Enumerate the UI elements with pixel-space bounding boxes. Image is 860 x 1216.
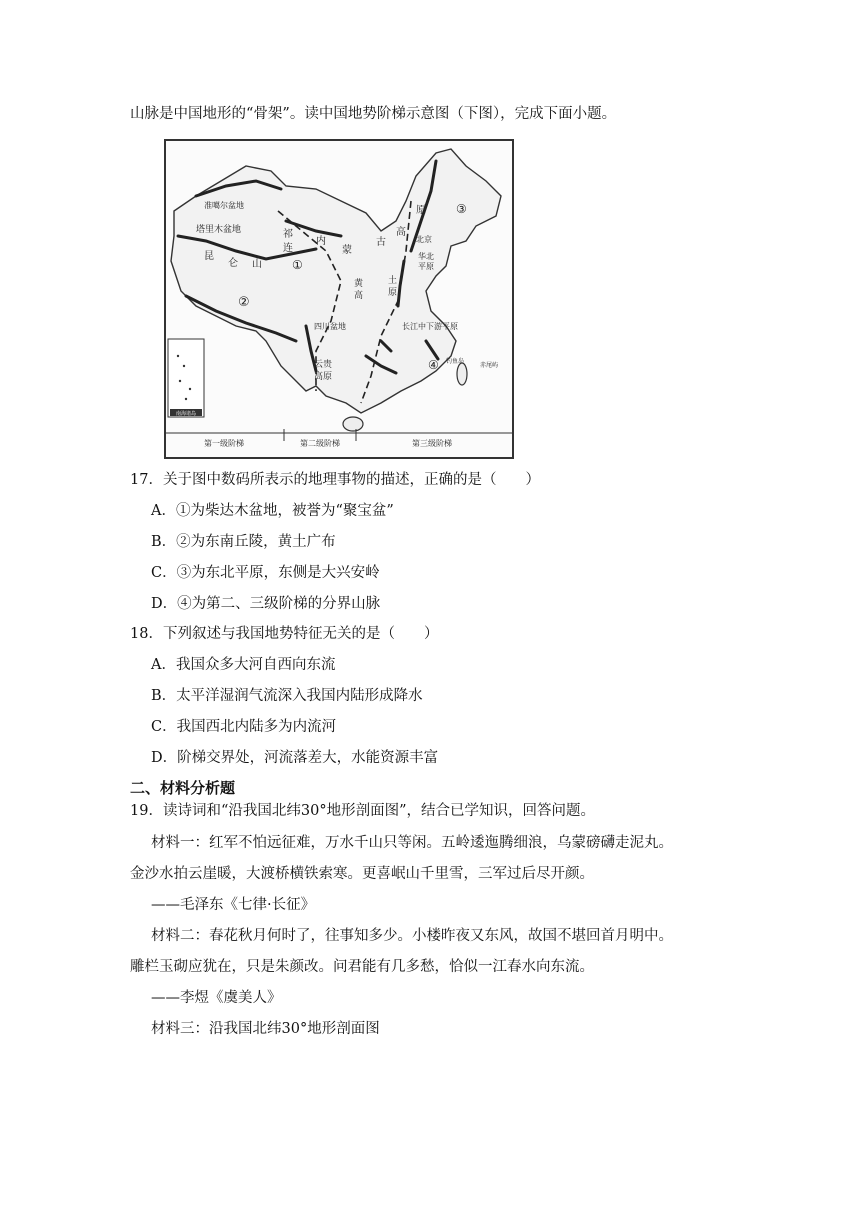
q17-stem: 17．关于图中数码所表示的地理事物的描述，正确的是（ ） (130, 472, 540, 488)
label-meng: 蒙 (342, 245, 352, 256)
label-qilian-1: 祁 (283, 229, 293, 240)
label-circled-1: ① (292, 258, 303, 272)
label-sichuan: 四川盆地 (314, 322, 346, 331)
label-yungui-1: 云贵 (314, 360, 333, 370)
step-label-2: 第二级阶梯 (300, 439, 340, 448)
label-chiwei: 赤尾屿 (480, 362, 499, 369)
label-changjiang: 长江中下游平原 (402, 322, 458, 331)
label-kunlun-3: 山 (252, 259, 262, 270)
label-huabei-1: 华北 (418, 252, 434, 261)
taiwan-island (457, 363, 467, 385)
q18-option-c: C．我国西北内陆多为内流河 (151, 719, 337, 735)
q18-option-d: D．阶梯交界处，河流落差大，水能资源丰富 (151, 750, 439, 766)
material1-line1: 材料一：红军不怕远征难，万水千山只等闲。五岭逶迤腾细浪，乌蒙磅礴走泥丸。 (151, 835, 673, 851)
label-beijing: 北京 (416, 235, 432, 244)
material2-author: ——李煜《虞美人》 (151, 990, 282, 1006)
label-loess-2: 土 (388, 276, 398, 286)
q18-option-b: B．太平洋湿润气流深入我国内陆形成降水 (151, 688, 423, 704)
label-huabei-2: 平原 (418, 262, 434, 271)
step-label-3: 第三级阶梯 (412, 439, 452, 448)
label-yuan: 原 (416, 205, 426, 216)
label-loess-3: 高 (354, 291, 364, 301)
south-sea-label: 南海诸岛 (175, 411, 197, 417)
label-circled-3: ③ (456, 202, 467, 216)
map-svg (166, 141, 512, 457)
q17-option-a: A．①为柴达木盆地，被誉为“聚宝盆” (151, 503, 394, 519)
label-kunlun-2: 仑 (228, 258, 238, 269)
q19-stem: 19．读诗词和“沿我国北纬30°地形剖面图”，结合已学知识，回答问题。 (130, 803, 595, 819)
label-qilian-2: 连 (283, 243, 293, 254)
q18-option-a: A．我国众多大河自西向东流 (151, 657, 336, 673)
q17-option-d: D．④为第二、三级阶梯的分界山脉 (151, 596, 381, 612)
label-circled-2: ② (238, 295, 250, 310)
q17-option-b: B．②为东南丘陵，黄土广布 (151, 534, 336, 550)
material2-line2: 雕栏玉砌应犹在，只是朱颜改。问君能有几多愁，恰似一江春水向东流。 (130, 959, 594, 975)
label-nei: 内 (316, 236, 326, 247)
label-tarim: 塔里木盆地 (196, 225, 242, 235)
label-loess-1: 黄 (354, 279, 364, 289)
step-label-1: 第一级阶梯 (204, 439, 244, 448)
material1-author: ——毛泽东《七律·长征》 (151, 897, 316, 913)
china-terrain-steps-map (164, 139, 514, 459)
label-circled-4: ④ (428, 358, 439, 372)
q17-option-c: C．③为东北平原，东侧是大兴安岭 (151, 565, 380, 581)
q18-stem: 18．下列叙述与我国地势特征无关的是（ ） (130, 626, 439, 642)
material1-line2: 金沙水拍云崖暖，大渡桥横铁索寒。更喜岷山千里雪，三军过后尽开颜。 (130, 866, 594, 882)
label-diaoyu: 钓鱼岛 (446, 358, 465, 365)
south-sea-inset (168, 339, 204, 417)
section-heading: 二、材料分析题 (130, 779, 236, 797)
hainan-island (343, 417, 363, 431)
material3-title: 材料三：沿我国北纬30°地形剖面图 (151, 1021, 380, 1037)
label-loess-4: 原 (388, 288, 398, 298)
label-yungui-2: 高原 (314, 372, 333, 382)
material2-line1: 材料二：春花秋月何时了，往事知多少。小楼昨夜又东风，故国不堪回首月明中。 (151, 928, 673, 944)
label-kunlun-1: 昆 (204, 251, 214, 262)
label-gao: 高 (396, 227, 406, 238)
label-gu: 古 (376, 237, 386, 248)
intro-text: 山脉是中国地形的“骨架”。读中国地势阶梯示意图（下图），完成下面小题。 (130, 106, 617, 122)
label-junggar: 准噶尔盆地 (204, 201, 244, 210)
